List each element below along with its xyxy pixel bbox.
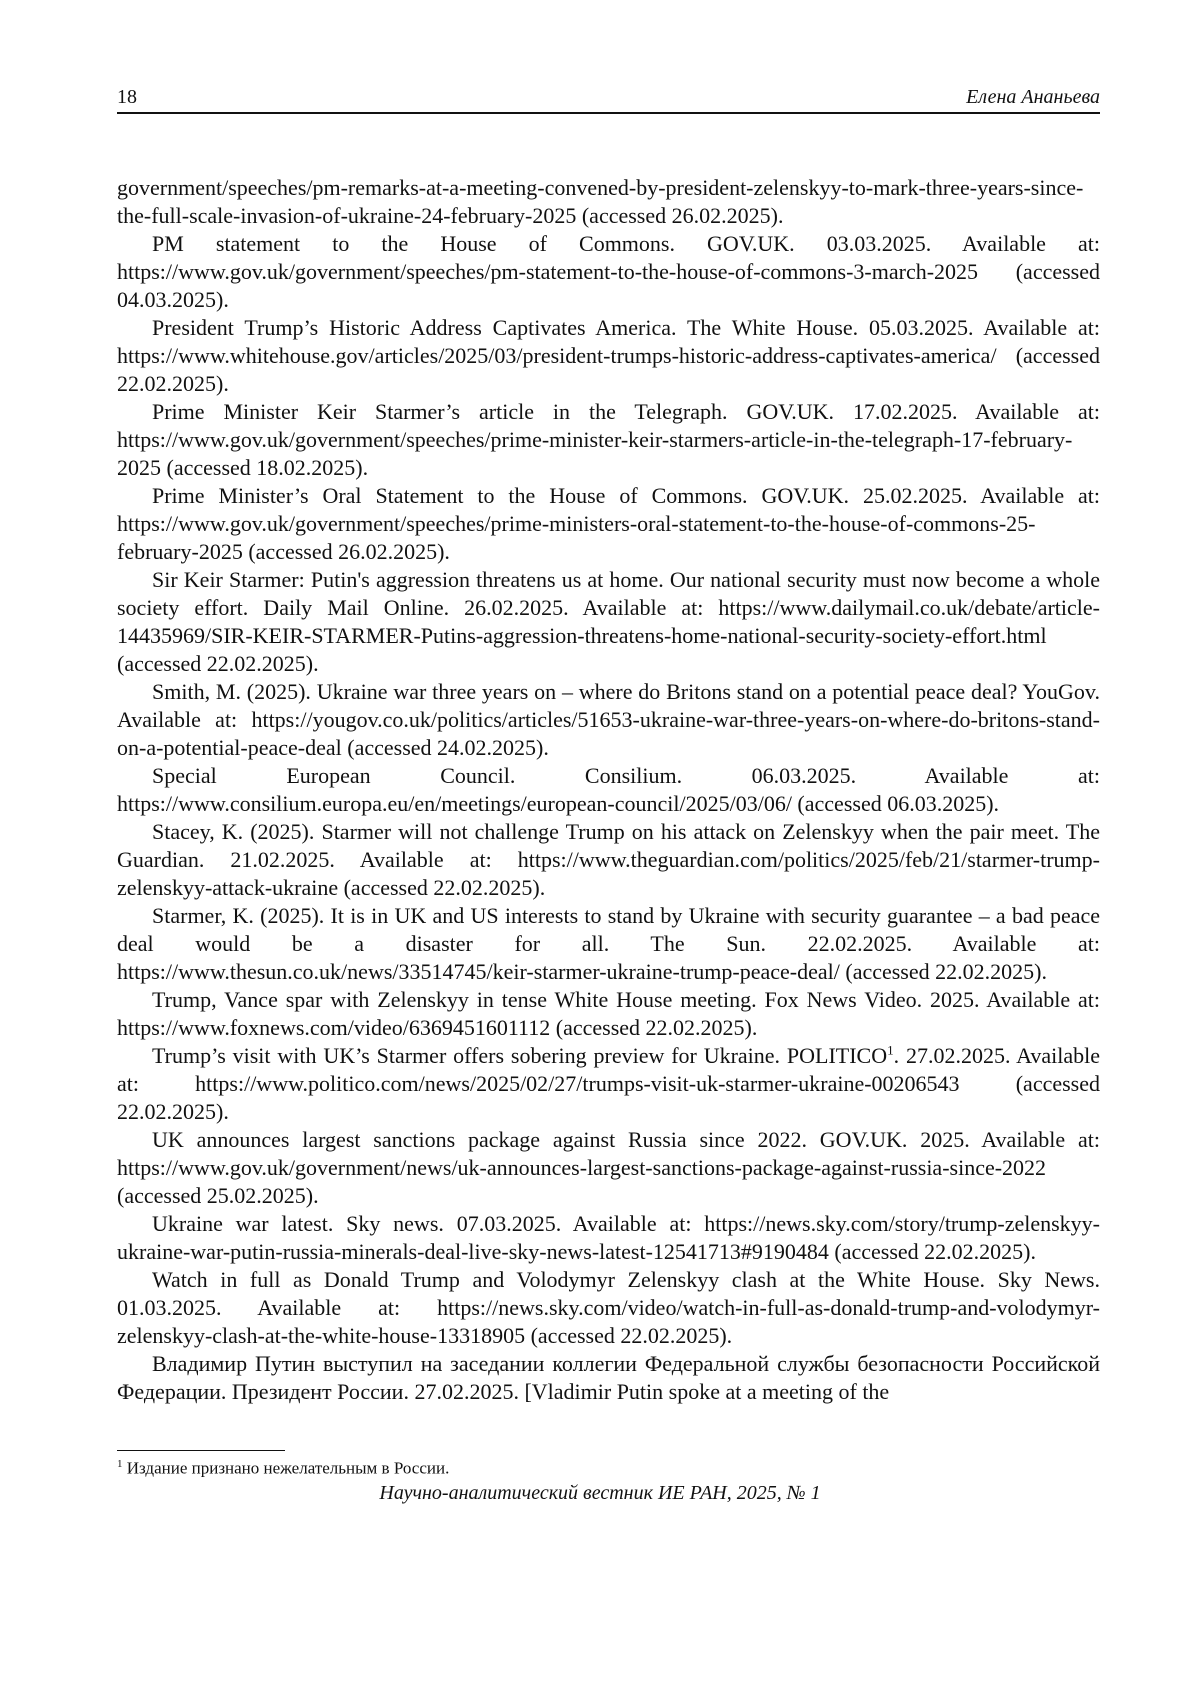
reference-entry: Starmer, K. (2025). It is in UK and US interests to stand by Ukraine with security guarantee – a bad peace deal would be a disaster for all. The Sun. 22.02.2025. Available at: https://www.thesun.co.uk/news/33514745/keir-starmer-ukraine-trump-peace-deal/ (accessed 22.02.2025). bbox=[117, 903, 1100, 984]
reference-entry: Ukraine war latest. Sky news. 07.03.2025. Available at: https://news.sky.com/story/trump-zelenskyy-ukraine-war-putin-russia-minerals-deal-live-sky-news-latest-12541713#9190484 (accessed 22.02.2025). bbox=[117, 1211, 1100, 1264]
footnote bbox=[117, 1458, 449, 1479]
page-number: 18 bbox=[117, 86, 137, 108]
politico-ref-tail: . 27.02.2025. Available at: https://www.politico.com/news/2025/02/27/trumps-visit-uk-starmer-ukraine-00206543 (accessed 22.02.2025). bbox=[117, 1043, 1100, 1124]
footnote-number: 1 bbox=[117, 1458, 123, 1470]
reference-entry: Special European Council. Consilium. 06.03.2025. Available at: https://www.consilium.europa.eu/en/meetings/european-council/2025/03/06/ (accessed 06.03.2025). bbox=[117, 763, 1100, 816]
reference-entry: Watch in full as Donald Trump and Volodymyr Zelenskyy clash at the White House. Sky News. 01.03.2025. Available at: https://news.sky.com/video/watch-in-full-as-donald-trump-and-volodymyr-zelenskyy-clash-at-the-white-house-13318905 (accessed 22.02.2025). bbox=[117, 1267, 1100, 1348]
footnote-marker: 1 bbox=[887, 1042, 894, 1058]
reference-entry: government/speeches/pm-remarks-at-a-meeting-convened-by-president-zelenskyy-to-mark-three-years-since-the-full-scale-invasion-of-ukraine-24-february-2025 (accessed 26.02.2025). bbox=[117, 175, 1084, 228]
reference-entry: Stacey, K. (2025). Starmer will not challenge Trump on his attack on Zelenskyy when the pair meet. The Guardian. 21.02.2025. Available at: https://www.theguardian.com/politics/2025/feb/21/starmer-trump-zelenskyy-attack-ukraine (accessed 22.02.2025). bbox=[117, 819, 1100, 900]
footnote-divider bbox=[117, 1450, 285, 1451]
reference-entry: PM statement to the House of Commons. GOV.UK. 03.03.2025. Available at: https://www.gov.uk/government/speeches/pm-statement-to-the-house-of-commons-3-march-2025 (accessed 04.03.2025). bbox=[117, 231, 1100, 312]
reference-entry: Prime Minister Keir Starmer’s article in the Telegraph. GOV.UK. 17.02.2025. Available at: https://www.gov.uk/government/speeches/prime-minister-keir-starmers-article-in-the-telegraph-17-february-2025 (accessed 18.02.2025). bbox=[117, 399, 1100, 480]
politico-ref-text: Trump’s visit with UK’s Starmer offers sobering preview for Ukraine. POLITICO bbox=[152, 1043, 888, 1068]
running-header bbox=[117, 86, 1100, 114]
reference-entry-politico bbox=[117, 1042, 1100, 1126]
running-author: Елена Ананьева bbox=[966, 86, 1100, 108]
reference-entry: Trump, Vance spar with Zelenskyy in tense White House meeting. Fox News Video. 2025. Available at: https://www.foxnews.com/video/6369451601112 (accessed 22.02.2025). bbox=[117, 987, 1100, 1040]
journal-footer: Научно-аналитический вестник ИЕ РАН, 2025, № 1 bbox=[379, 1482, 821, 1504]
reference-entry: Sir Keir Starmer: Putin's aggression threatens us at home. Our national security must now become a whole society effort. Daily Mail Online. 26.02.2025. Available at: https://www.dailymail.co.uk/debate/article-14435969/SIR-KEIR-STARMER-Putins-aggression-threatens-home-national-security-society-effort.html (accessed 22.02.2025). bbox=[117, 567, 1100, 676]
footnote-text: Издание признано нежелательным в России. bbox=[122, 1458, 450, 1478]
reference-entry: UK announces largest sanctions package against Russia since 2022. GOV.UK. 2025. Available at: https://www.gov.uk/government/news/uk-announces-largest-sanctions-package-against-russia-since-2022 (accessed 25.02.2025). bbox=[117, 1127, 1100, 1208]
reference-entry: President Trump’s Historic Address Captivates America. The White House. 05.03.2025. Available at: https://www.whitehouse.gov/articles/2025/03/president-trumps-historic-address-captivates-america/ (accessed 22.02.2025). bbox=[117, 315, 1100, 396]
reference-entry: Prime Minister’s Oral Statement to the House of Commons. GOV.UK. 25.02.2025. Available at: https://www.gov.uk/government/speeches/prime-ministers-oral-statement-to-the-house-of-commons-25-february-2025 (accessed 26.02.2025). bbox=[117, 483, 1100, 564]
reference-entry: Владимир Путин выступил на заседании коллегии Федеральной службы безопасности Российской Федерации. Президент России. 27.02.2025. [Vladimir Putin spoke at a meeting of the bbox=[117, 1351, 1100, 1404]
reference-entry: Smith, M. (2025). Ukraine war three years on – where do Britons stand on a potential peace deal? YouGov. Available at: https://yougov.co.uk/politics/articles/51653-ukraine-war-three-years-on-where-do-britons-stand-on-a-potential-peace-deal (accessed 24.02.2025). bbox=[117, 679, 1100, 760]
reference-list bbox=[117, 174, 1100, 1406]
